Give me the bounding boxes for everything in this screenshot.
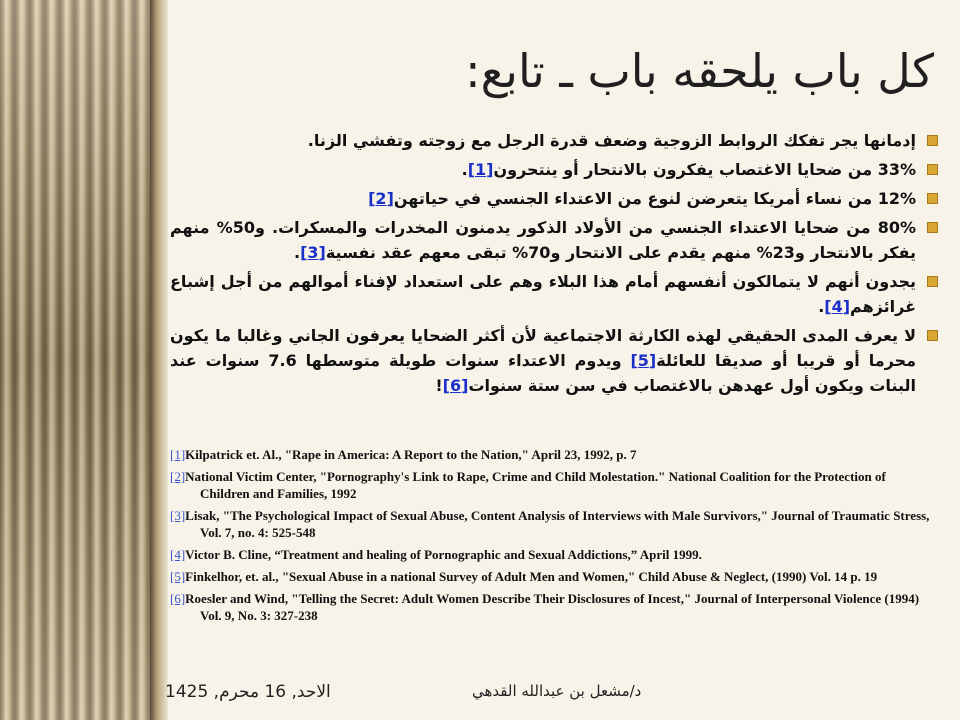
reference-link[interactable]: [4] bbox=[170, 547, 186, 562]
reference-item bbox=[170, 446, 934, 463]
bullet-icon bbox=[927, 276, 938, 287]
reference-text: Victor B. Cline, “Treatment and healing of Pornographic and Sexual Addictions,” April 1999. bbox=[185, 547, 702, 562]
reference-link[interactable]: [5] bbox=[170, 569, 186, 584]
bullet-text: 12% من نساء أمريكا يتعرضن لنوع من الاعتداء الجنسي في حياتهن bbox=[393, 189, 916, 208]
reference-text: Finkelhor, et. al., "Sexual Abuse in a national Survey of Adult Men and Women," Child Abuse & Neglect, (1990) Vol. 14 p. 19 bbox=[185, 569, 878, 584]
reference-text: Lisak, "The Psychological Impact of Sexual Abuse, Content Analysis of Interviews with Male Survivors," Journal of Traumatic Stress, Vol. 7, no. 4: 525-548 bbox=[185, 508, 930, 540]
bullet-item bbox=[170, 323, 942, 398]
slide-title: كل باب يلحقه باب ـ تابع: bbox=[465, 44, 934, 98]
reference-text: Roesler and Wind, "Telling the Secret: Adult Women Describe Their Disclosures of Incest," Journal of Interpersonal Violence (1994) Vol. 9, No. 3: 327-238 bbox=[185, 591, 920, 623]
bullet-icon bbox=[927, 164, 938, 175]
pillar-edge bbox=[150, 0, 168, 720]
bullet-tail: . bbox=[461, 160, 468, 179]
bullet-item bbox=[170, 186, 942, 211]
reference-item bbox=[170, 590, 934, 624]
bullet-tail: . bbox=[818, 297, 825, 316]
citation-link[interactable]: [3] bbox=[300, 243, 326, 262]
bullet-text: إدمانها يجر تفكك الروابط الزوجية وضعف قدرة الرجل مع زوجته وتفشي الزنا. bbox=[307, 131, 916, 150]
bullet-text: 33% من ضحايا الاغتصاب يفكرون بالانتحار أو ينتحرون bbox=[493, 160, 916, 179]
bullet-tail: ! bbox=[435, 376, 443, 395]
citation-link[interactable]: [2] bbox=[368, 189, 394, 208]
bullet-icon bbox=[927, 193, 938, 204]
reference-item bbox=[170, 468, 934, 502]
reference-link[interactable]: [2] bbox=[170, 469, 186, 484]
decorative-pillar bbox=[0, 0, 150, 720]
reference-link[interactable]: [1] bbox=[170, 447, 186, 462]
references bbox=[170, 446, 934, 629]
reference-item bbox=[170, 568, 934, 585]
citation-link[interactable]: [6] bbox=[442, 376, 469, 395]
bullet-icon bbox=[927, 330, 938, 341]
bullet-text: لا يعرف المدى الحقيقي لهذه الكارثة الاجتماعية لأن أكثر الضحايا يعرفون الجاني وغالبا ما يكون محرما أو قريبا أو صديقا للعائلة bbox=[170, 326, 917, 370]
bullet-item bbox=[170, 269, 942, 319]
bullet-list bbox=[170, 128, 942, 402]
bullet-text: يجدون أنهم لا يتمالكون أنفسهم أمام هذا البلاء وهم على استعداد لإفناء أموالهم من أجل إشباع غرائزهم bbox=[170, 272, 916, 316]
bullet-item bbox=[170, 128, 942, 153]
bullet-tail: ويدوم الاعتداء سنوات طويلة متوسطها 7.6 سنوات عند البنات ويكون أول عهدهن بالاغتصاب في سن ستة سنوات bbox=[170, 351, 916, 395]
bullet-item bbox=[170, 215, 942, 265]
reference-text: Kilpatrick et. Al., "Rape in America: A Report to the Nation," April 23, 1992, p. 7 bbox=[185, 447, 637, 462]
bullet-item bbox=[170, 157, 942, 182]
bullet-icon bbox=[927, 222, 938, 233]
reference-link[interactable]: [6] bbox=[170, 591, 186, 606]
reference-item bbox=[170, 507, 934, 541]
citation-link[interactable]: [5] bbox=[630, 351, 657, 370]
bullet-text: 80% من ضحايا الاعتداء الجنسي من الأولاد الذكور يدمنون المخدرات والمسكرات. و50% منهم يفكر بالانتحار و23% منهم يقدم على الانتحار و70% تبقى معهم عقد نفسية bbox=[170, 218, 916, 262]
citation-link[interactable]: [1] bbox=[467, 160, 494, 179]
bullet-tail: . bbox=[294, 243, 301, 262]
reference-link[interactable]: [3] bbox=[170, 508, 186, 523]
citation-link[interactable]: [4] bbox=[824, 297, 851, 316]
footer-author: د/مشعل بن عبدالله القدهي bbox=[472, 682, 642, 700]
footer-date: الاحد, 16 محرم, 1425 bbox=[165, 682, 331, 702]
reference-text: National Victim Center, "Pornography's Link to Rape, Crime and Child Molestation." National Coalition for the Protection of Children and Families, 1992 bbox=[185, 469, 886, 501]
bullet-icon bbox=[927, 135, 938, 146]
reference-item bbox=[170, 546, 934, 563]
